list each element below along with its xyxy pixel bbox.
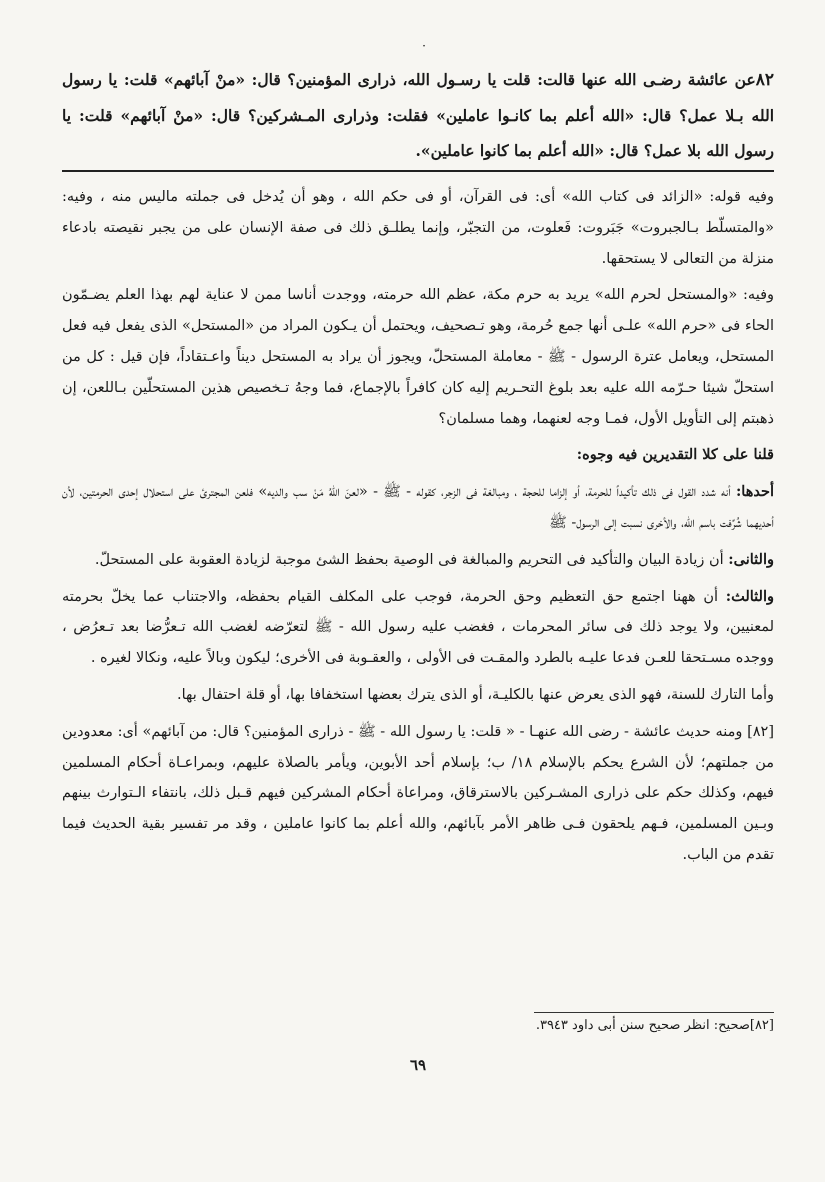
- book-page: [62, 40, 774, 1160]
- commentary-paragraph-3: [62, 477, 774, 539]
- commentary-paragraph-6: وأما التارك للسنة، فهو الذى يعرض عنها بالكليـة، أو الذى يترك بعضها استخفافا بها، أو قلة احتفال بها.: [177, 686, 774, 703]
- commentary-paragraph-5: [62, 582, 774, 674]
- footnote-text: [٨٢]صحيح: انظر صحيح سنن أبى داود ٣٩٤٣.: [535, 1018, 774, 1033]
- point-one-label: أحدها:: [735, 483, 774, 501]
- point-three-text: أن ههنا اجتمع حق التعظيم وحق الحرمة، فوجب على المكلف القيام بحفظه، والاجتناب عما يخلّ بحرمته لمعنيين، ولا يوجد ذلك فى سائر المحرمات ، فغضب عليه رسول الله - ﷺ لتعرّضه لغضب الله تـعرُّضا بعد تـعرُض ، ووجده مسـتحقا للعـن فدعا عليـه بالطرد والمقـت فى الأولى ، والعقـوبة فى الأخرى؛ ليكون وبالاً عليه، ونكالا لغيره .: [62, 588, 774, 667]
- point-three-label: والثالث:: [725, 587, 774, 605]
- commentary-paragraph-1: وفيه قوله: «الزائد فى كتاب الله» أى: فى القرآن، أو فى حكم الله ، وهو أن يُدخل فى جملته ماليس منه ، وفيه: «والمتسلّط بـالجبروت» جَبَروت: فَعلوت، من التجبّر، وإنما يطلـق ذلك فى صفة الإنسان على من يجبر نقيصته بادعاء منزلة من التعالى لا يستحقها.: [62, 189, 774, 267]
- point-two-label: والثانى:: [728, 550, 774, 568]
- page-mark: ·: [422, 39, 426, 53]
- hadith-text-block: [62, 62, 774, 168]
- commentary-paragraph-2: وفيه: «والمستحل لحرم الله» يريد به حرم مكة، عظم الله حرمته، ووجدت أناسا ممن لا عناية لهم بهذا العلم يضـمّون الحاء فى «حرم الله» علـى أنها جمع حُرمة، وهو تـصحيف، ويحتمل أن يـكون المراد من «المستحل» الذى يفعل فيه فعل المستحل، ويعامل عترة الرسول - ﷺ - معاملة المستحلّ، ويجوز أن يراد به المستحل ديناً واعـتقاداً، فإن قيل : كل من استحلّ شيئا حـرّمه الله عليه بعد بلوغ التحـريم إليه كان كافراً بالإجماع، فما وجهُ تـخصيص هذين المستحلّين بـاللعن، إن ذهبتم إلى التأويل الأول، فمـا وجه لعنهما، وهما مسلمان؟: [62, 287, 774, 427]
- page-number: ٦٩: [409, 1056, 427, 1074]
- commentary-paragraph-4: [62, 545, 774, 576]
- commentary-paragraph-7: [٨٢] ومنه حديث عائشة - رضى الله عنهـا - « قلت: يا رسول الله - ﷺ - ذرارى المؤمنين؟ قال: من آبائهم» أى: معدودين من جملتهم؛ لأن الشرع يحكم بالإسلام ١٨/ ب؛ بإسلام أحد الأبوين، ويأمر بالصلاة عليهم، وبمراعـاة أحكام المسلمين فيهم، وكذلك حكم على ذرارى المشـركين بالاسترقاق، ومراعاة أحكام المشركين فيهم قـبل ذلك، بانتفاء الـتوارث بينهم وبـين المسلمين، فـهم يلحقون فـى ظاهر الأمر بآبائهم، والله أعلم بما كانوا عاملين ، وقد مر تفسير بقية الحديث فيما تقدم من الباب.: [62, 723, 774, 863]
- footnote-area: [62, 1012, 774, 1037]
- commentary-heading: قلنا على كلا التقديرين فيه وجوه:: [576, 446, 774, 464]
- hadith-number: ٨٢: [755, 70, 774, 90]
- point-two-text: أن زيادة البيان والتأكيد فى التحريم والمبالغة فى الوصية بحفظ الشئ موجبة لزيادة العقوبة على المستحلّ.: [94, 551, 729, 568]
- section-divider: [62, 170, 774, 172]
- commentary-block: [62, 182, 774, 877]
- hadith-text: عن عائشة رضـى الله عنها قالت: قلت يا رسـول الله، ذرارى المؤمنين؟ قال: «منْ آبائهم» قلت: يا رسول الله بـلا عمل؟ قال: «الله أعلم بما كانـوا عاملين» فقلت: وذرارى المـشركين؟ قال: «منْ آبائهم» قلت: يا رسول الله بلا عمل؟ قال: «الله أعلم بما كانوا عاملين».: [62, 70, 774, 160]
- point-one-text: أنه شدد القول فى ذلك تأكيداً للحرمة، أو إلزاما للحجة ، ومبالغة فى الزجر، كقوله - ﷺ - «لعنَ اللهُ مَنْ سب والديه» فلعن المجترئ على استحلال إحدى الحرمتين، لأن أحديهما شُرِّفت باسم الله، والأخرى نسبت إلى الرسول- ﷺ: [62, 484, 774, 531]
